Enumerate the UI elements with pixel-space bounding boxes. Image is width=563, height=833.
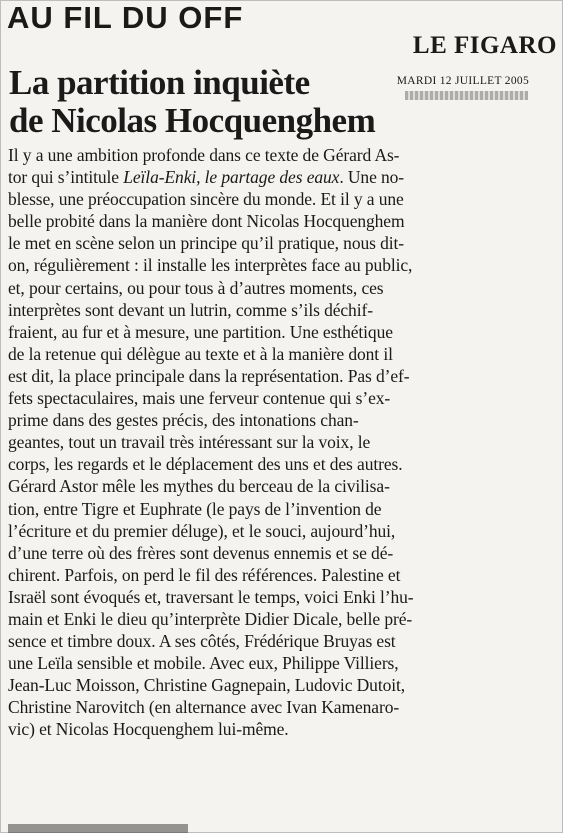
article-line-text: vic) et Nicolas Hocquenghem lui-même.	[8, 719, 289, 740]
article-line	[8, 652, 548, 674]
article-line	[8, 630, 548, 652]
illegible-smudge	[405, 91, 528, 100]
article-line-text: d’une terre où des frères sont devenus ennemis et se dé-	[8, 542, 394, 563]
headline-line-1: La partition inquiète	[9, 63, 310, 102]
article-line	[8, 453, 548, 475]
headline-line-2: de Nicolas Hocquenghem	[9, 101, 376, 140]
article-line	[8, 564, 548, 586]
article-line	[8, 674, 548, 696]
article-line-text: tor qui s’intitule	[8, 167, 124, 188]
article-line-text: sence et timbre doux. A ses côtés, Frédérique Bruyas est	[8, 631, 396, 652]
article-line	[8, 232, 548, 254]
article-line	[8, 608, 548, 630]
article-line-text: corps, les regards et le déplacement des uns et des autres.	[8, 454, 403, 475]
newspaper-name: LE FIGARO	[412, 32, 557, 59]
article-line	[8, 498, 548, 520]
article-line	[8, 520, 548, 542]
article-line	[8, 144, 548, 166]
cut-off-text-fragment	[8, 824, 188, 833]
article-line	[8, 387, 548, 409]
article-line-text: tion, entre Tigre et Euphrate (le pays de l’invention de	[8, 498, 382, 519]
article-line	[8, 299, 548, 321]
article-line	[8, 321, 548, 343]
article-line-text: l’écriture et du premier déluge), et le souci, aujourd’hui,	[8, 520, 396, 541]
article-line-text: on, régulièrement : il installe les interprètes face au public,	[8, 255, 413, 276]
article-line	[8, 431, 548, 453]
article-line	[8, 277, 548, 299]
play-title: Leïla-Enki, le partage des eaux	[123, 167, 340, 188]
rubric-title: AU FIL DU OFF	[7, 0, 244, 35]
article-line	[8, 343, 548, 365]
article-line-text: prime dans des gestes précis, des intonations chan-	[8, 410, 359, 431]
article-line	[8, 254, 548, 276]
article-line	[8, 210, 548, 232]
article-line-text: interprètes sont devant un lutrin, comme s’ils déchif-	[8, 299, 373, 320]
article-line-text: une Leïla sensible et mobile. Avec eux, Philippe Villiers,	[8, 653, 399, 674]
article-line	[8, 365, 548, 387]
article-line-text: Christine Narovitch (en alternance avec Ivan Kamenaro-	[8, 697, 400, 718]
article-line-text: est dit, la place principale dans la représentation. Pas d’ef-	[8, 365, 410, 386]
article-line	[8, 696, 548, 718]
article-line-text: Gérard Astor mêle les mythes du berceau de la civilisa-	[8, 476, 390, 497]
article-line-text: de la retenue qui délègue au texte et à la manière dont il	[8, 343, 393, 364]
publication-date: MARDI 12 JUILLET 2005	[396, 75, 529, 87]
article-line	[8, 475, 548, 497]
article-line-text: main et Enki le dieu qu’interprète Didier Dicale, belle pré-	[8, 608, 413, 629]
article-line	[8, 409, 548, 431]
article-headline	[9, 64, 375, 140]
article-line-text: geantes, tout un travail très intéressant sur la voix, le	[8, 432, 371, 453]
article-line	[8, 718, 548, 740]
article-line-text: le met en scène selon un principe qu’il pratique, nous dit-	[8, 233, 405, 254]
article-line-text: Jean-Luc Moisson, Christine Gagnepain, Ludovic Dutoit,	[8, 675, 406, 696]
article-line-text: belle probité dans la manière dont Nicolas Hocquenghem	[8, 211, 405, 232]
article-line-text: blesse, une préoccupation sincère du monde. Et il y a une	[8, 189, 404, 210]
article-line-text: Il y a une ambition profonde dans ce texte de Gérard As-	[8, 145, 400, 165]
article-line	[8, 542, 548, 564]
article-line-text: et, pour certains, ou pour tous à d’autres moments, ces	[8, 277, 384, 298]
article-line-text: Israël sont évoqués et, traversant le temps, voici Enki l’hu-	[8, 586, 414, 607]
article-line	[8, 166, 548, 188]
article-line	[8, 188, 548, 210]
article-line-text: chirent. Parfois, on perd le fil des références. Palestine et	[8, 564, 401, 585]
article-body	[8, 144, 548, 741]
article-line-text: fraient, au fur et à mesure, une partition. Une esthétique	[8, 321, 393, 342]
article-line-text: fets spectaculaires, mais une ferveur contenue qui s’ex-	[8, 388, 391, 409]
article-line-text: . Une no-	[339, 167, 405, 188]
article-line	[8, 586, 548, 608]
